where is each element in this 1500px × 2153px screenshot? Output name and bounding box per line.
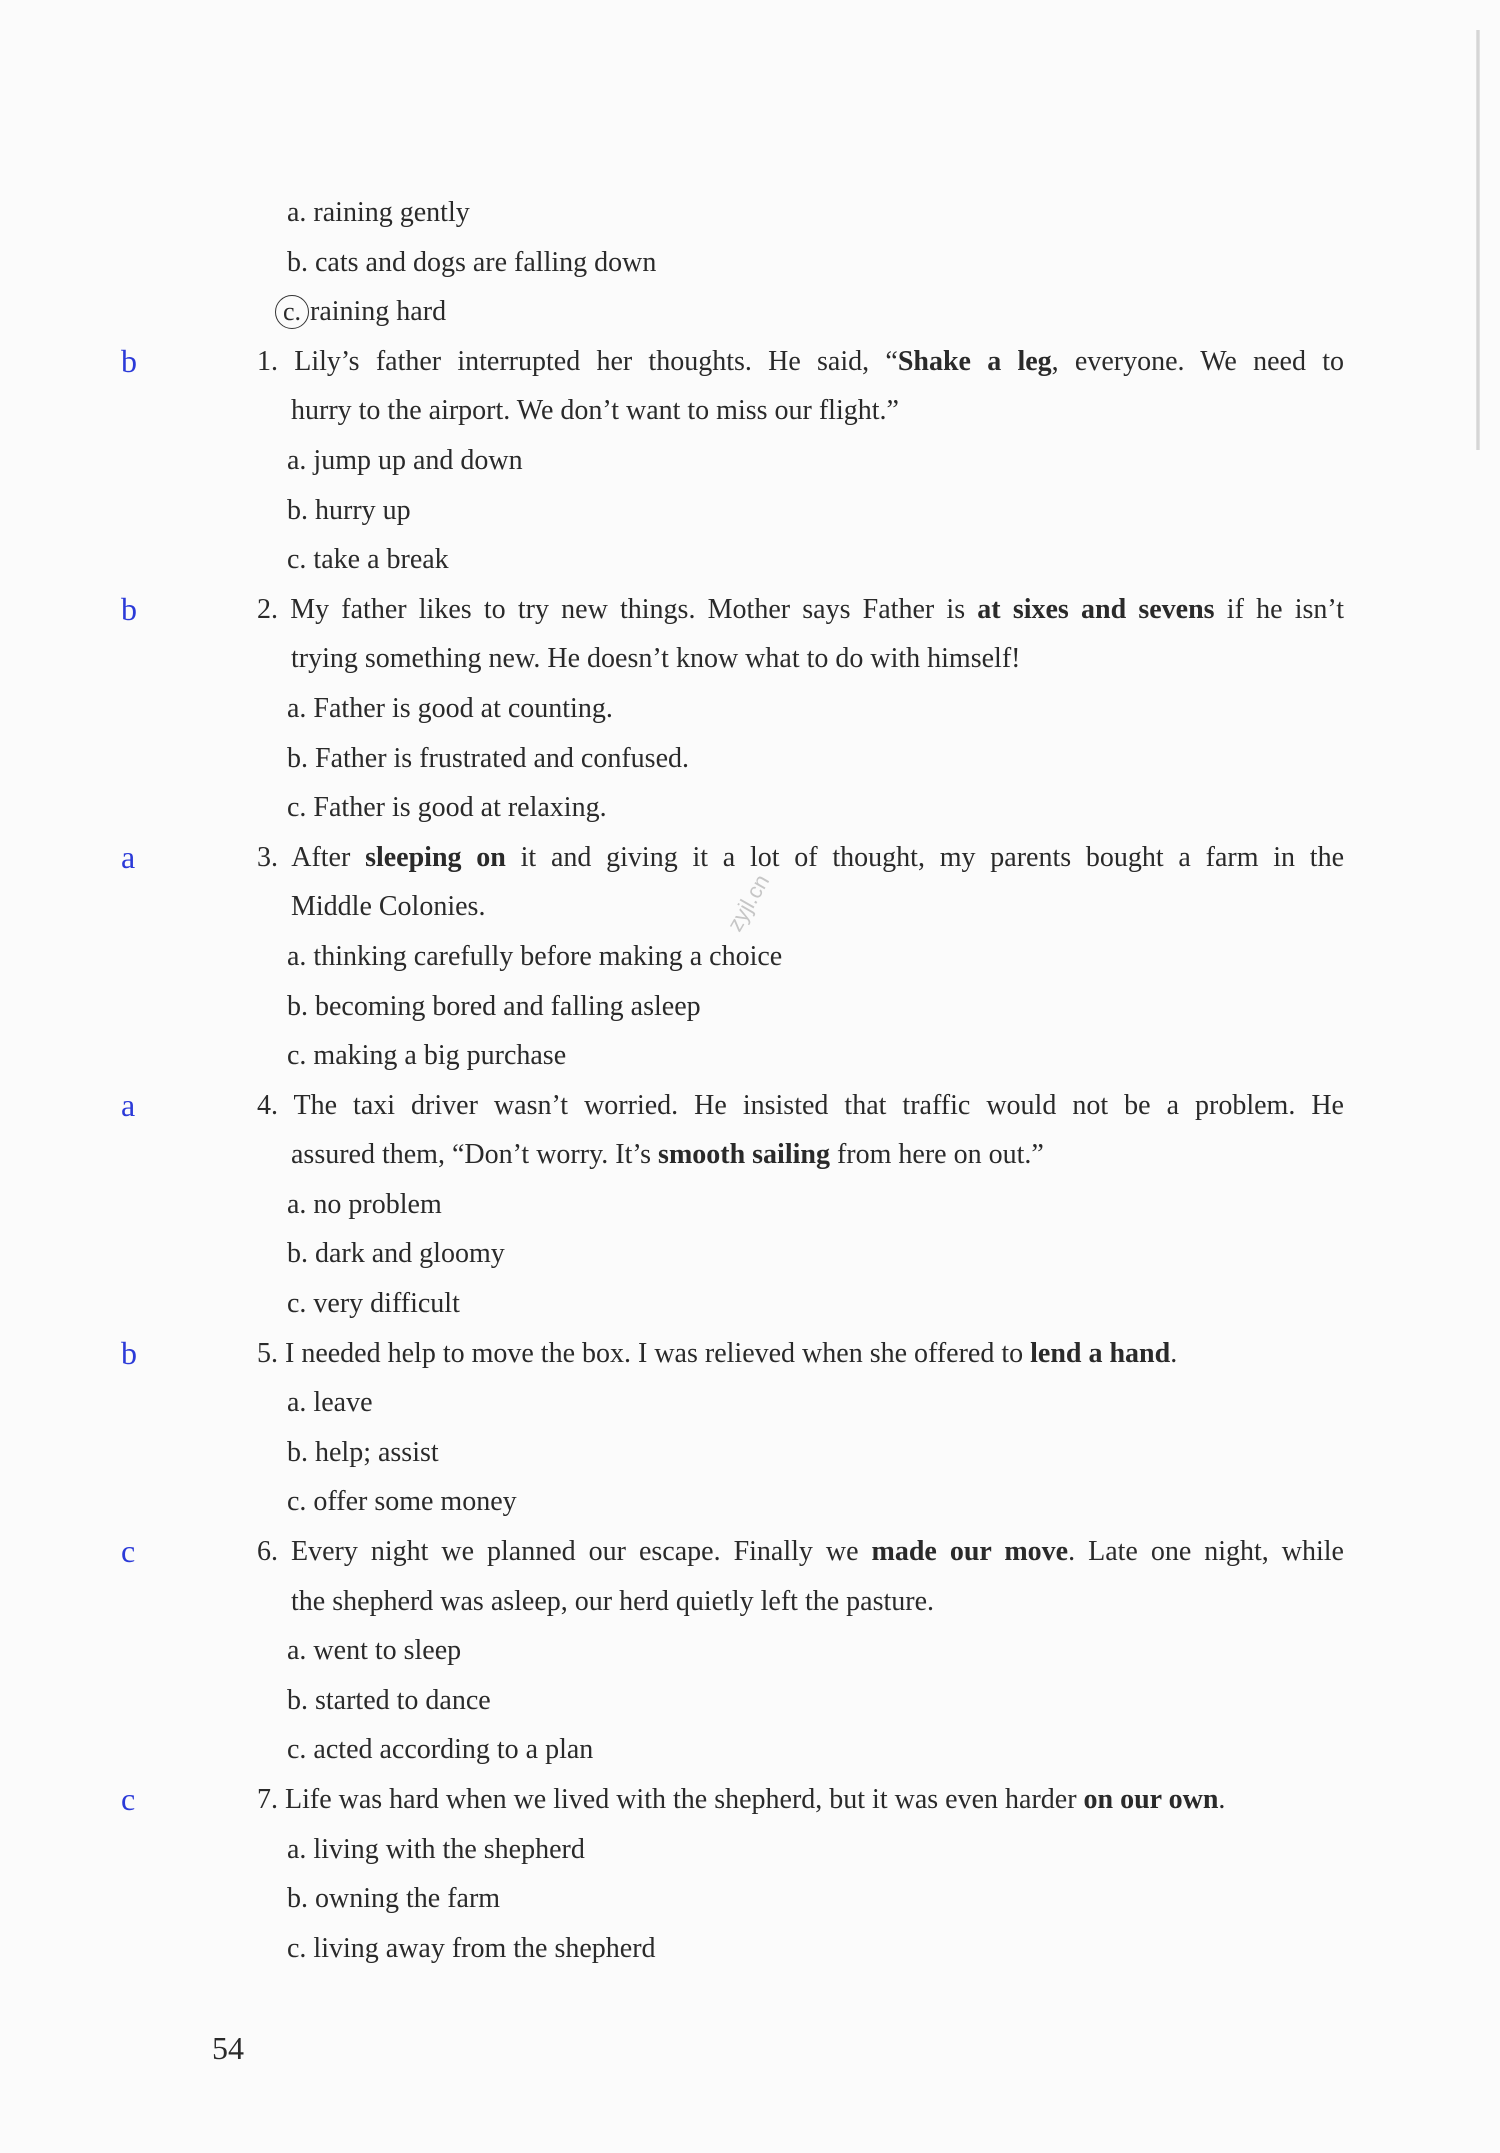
question-7 <box>0 1775 1500 1825</box>
selected-circle: c. <box>275 295 309 329</box>
handwritten-answer: a <box>121 838 136 875</box>
question-stem-cont: hurry to the airport. We don’t want to miss our flight.” <box>291 395 899 427</box>
option-text: b. Father is frustrated and confused. <box>287 742 689 774</box>
handwritten-answer: c <box>121 1781 136 1817</box>
idiom: smooth sailing <box>658 1139 830 1171</box>
question-3 <box>0 833 1500 883</box>
option-text: b. cats and dogs are falling down <box>287 246 657 278</box>
handwritten-answer: a <box>121 1086 136 1123</box>
option-text: b. hurry up <box>287 494 411 526</box>
question-stem: 5. I needed help to move the box. I was relieved when she offered to lend a hand. <box>257 1337 1178 1369</box>
option-text: a. jump up and down <box>287 444 523 476</box>
option-text: b. owning the farm <box>287 1883 501 1915</box>
handwritten-answer: c <box>121 1533 136 1570</box>
option-text: c. Father is good at relaxing. <box>287 792 607 824</box>
question-stem: 6. Every night we planned our escape. Finally we made our move. Late one night, while <box>257 1536 1344 1568</box>
handwritten-answer: b <box>121 590 137 627</box>
intro-option <box>0 238 1500 288</box>
option-text: a. Father is good at counting. <box>287 692 613 724</box>
handwritten-answer: b <box>121 1334 137 1371</box>
question-stem-cont: the shepherd was asleep, our herd quietly left the pasture. <box>291 1585 935 1617</box>
option-text: b. dark and gloomy <box>287 1238 505 1270</box>
handwritten-answer: b <box>121 342 137 379</box>
option-text: c. making a big purchase <box>287 1040 567 1072</box>
question-6 <box>0 1527 1500 1577</box>
idiom: on our own <box>1083 1784 1219 1815</box>
option-text: a. went to sleep <box>287 1635 462 1667</box>
option-text: a. raining gently <box>287 197 470 228</box>
question-stem: 2. My father likes to try new things. Mother says Father is at sixes and sevens if he isn’t <box>257 593 1344 625</box>
idiom: at sixes and sevens <box>977 593 1215 625</box>
question-stem-cont: assured them, “Don’t worry. It’s smooth sailing from here on out.” <box>291 1139 1044 1171</box>
question-4 <box>0 1081 1500 1131</box>
option-text: c. offer some money <box>287 1486 517 1518</box>
page-number: 54 <box>212 2030 244 2066</box>
option-text: a. no problem <box>287 1188 442 1220</box>
option-text: b. started to dance <box>287 1684 491 1716</box>
option-text: b. help; assist <box>287 1436 439 1468</box>
question-stem-cont: trying something new. He doesn’t know what to do with himself! <box>291 643 1021 675</box>
idiom: lend a hand <box>1030 1337 1171 1369</box>
idiom: Shake a leg <box>897 345 1052 377</box>
option-text: c. take a break <box>287 544 449 576</box>
watermark: zyjl.cn <box>722 870 775 936</box>
question-stem: 1. Lily’s father interrupted her thoughts. He said, “Shake a leg, everyone. We need to <box>257 345 1344 377</box>
question-5 <box>0 1329 1500 1379</box>
idiom: sleeping on <box>365 841 506 873</box>
option-text: c. raining hard <box>275 287 446 337</box>
question-1 <box>0 337 1500 387</box>
exercise-content <box>0 188 1500 1973</box>
option-text: c. very difficult <box>287 1288 460 1320</box>
question-stem: 4. The taxi driver wasn’t worried. He insisted that traffic would not be a problem. He <box>257 1089 1344 1121</box>
option-text: b. becoming bored and falling asleep <box>287 990 701 1022</box>
option-text: c. living away from the shepherd <box>287 1932 656 1964</box>
option-text: a. thinking carefully before making a choice <box>287 940 783 972</box>
question-2 <box>0 585 1500 635</box>
option-text: a. living with the shepherd <box>287 1833 585 1865</box>
intro-option-selected <box>0 287 1500 337</box>
idiom: made our move <box>871 1536 1069 1568</box>
option-text: c. acted according to a plan <box>287 1734 594 1766</box>
question-stem: 7. Life was hard when we lived with the shepherd, but it was even harder on our own. <box>257 1784 1226 1815</box>
question-stem-cont: Middle Colonies. <box>291 891 486 923</box>
question-stem: 3. After sleeping on it and giving it a lot of thought, my parents bought a farm in the <box>257 841 1344 873</box>
option-text: a. leave <box>287 1387 373 1419</box>
intro-option <box>0 188 1500 238</box>
